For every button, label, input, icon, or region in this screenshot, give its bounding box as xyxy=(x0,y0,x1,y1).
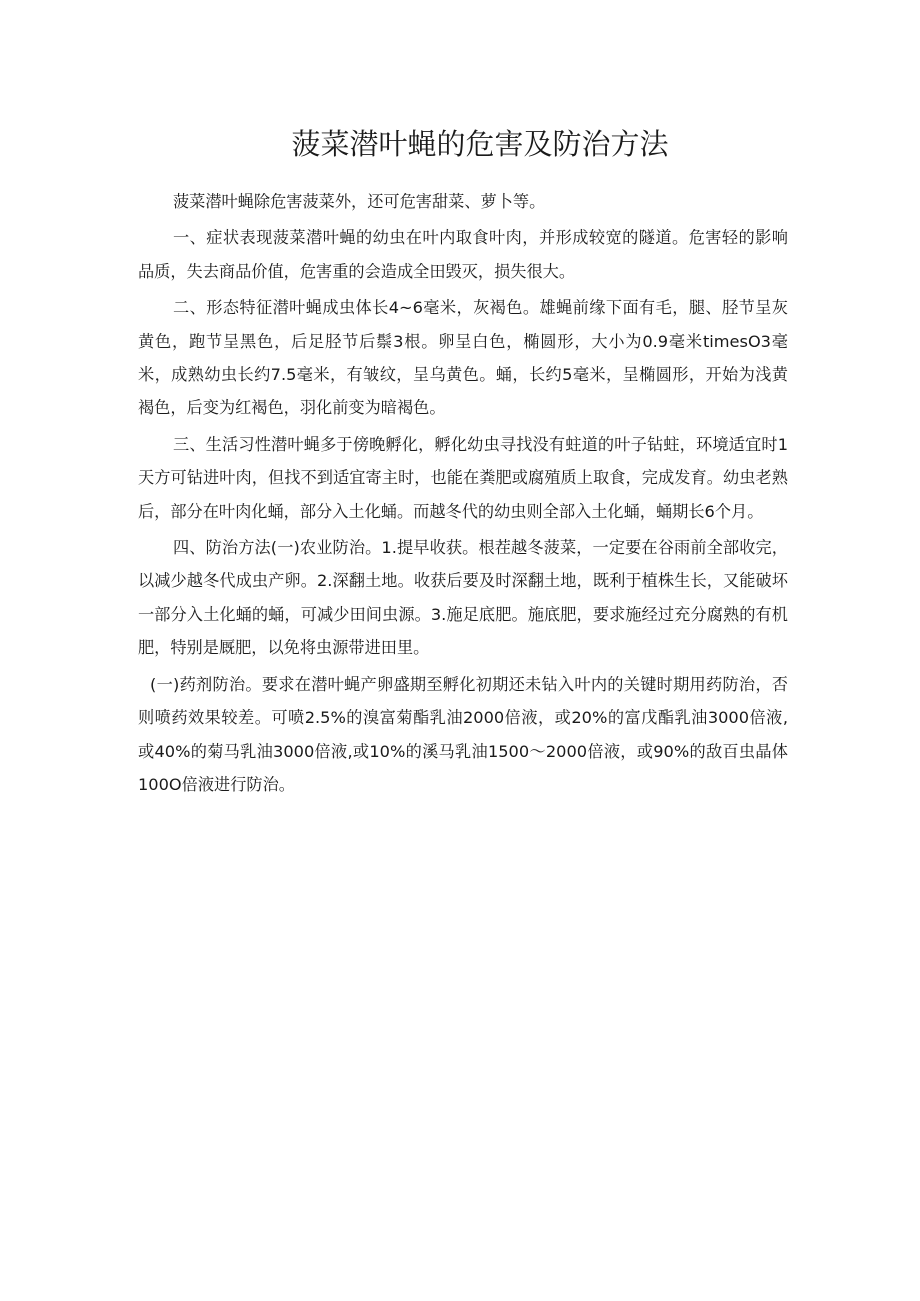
paragraph-chemical-control: (一)药剂防治。要求在潜叶蝇产卵盛期至孵化初期还未钻入叶内的关键时期用药防治，否则喷药效果较差。可喷2.5%的溴富菊酯乳油2000倍液，或20%的富戊酯乳油3000倍液,或40%的菊马乳油3000倍液,或10%的溪马乳油1500～2000倍液，或90%的敌百虫晶体100O倍液进行防治。 xyxy=(138,674,788,794)
document-title: 菠菜潜叶蝇的危害及防治方法 xyxy=(291,127,669,161)
paragraph-symptoms: 一、症状表现菠菜潜叶蝇的幼虫在叶内取食叶肉，并形成较宽的隧道。危害轻的影响品质，失去商品价值，危害重的会造成全田毁灭，损失很大。 xyxy=(138,228,788,281)
paragraph-morphology: 二、形态特征潜叶蝇成虫体长4~6毫米，灰褐色。雄蝇前缘下面有毛，腿、胫节呈灰黄色，跑节呈黑色，后足胫节后鬃3根。卵呈白色，椭圆形，大小为0.9毫米timesO3毫米，成熟幼虫长约7.5毫米，有皱纹，呈乌黄色。蛹，长约5毫米，呈椭圆形，开始为浅黄褐色，后变为红褐色，羽化前变为暗褐色。 xyxy=(138,298,788,418)
paragraph-agricultural-control: 四、防治方法(一)农业防治。1.提早收获。根茬越冬菠菜，一定要在谷雨前全部收完，以减少越冬代成虫产卵。2.深翻土地。收获后要及时深翻土地，既利于植株生长，又能破坏一部分入土化蛹的蛹，可减少田间虫源。3.施足底肥。施底肥，要求施经过充分腐熟的有机肥，特别是厩肥，以免将虫源带进田里。 xyxy=(138,538,788,658)
paragraph-habits: 三、生活习性潜叶蝇多于傍晚孵化，孵化幼虫寻找没有蛀道的叶子钻蛀，环境适宜时1天方可钻进叶肉，但找不到适宜寄主时，也能在粪肥或腐殖质上取食，完成发育。幼虫老熟后，部分在叶肉化蛹，部分入土化蛹。而越冬代的幼虫则全部入土化蛹，蛹期长6个月。 xyxy=(138,434,788,521)
paragraph-intro: 菠菜潜叶蝇除危害菠菜外，还可危害甜菜、萝卜等。 xyxy=(173,192,546,211)
document-body xyxy=(138,185,788,804)
